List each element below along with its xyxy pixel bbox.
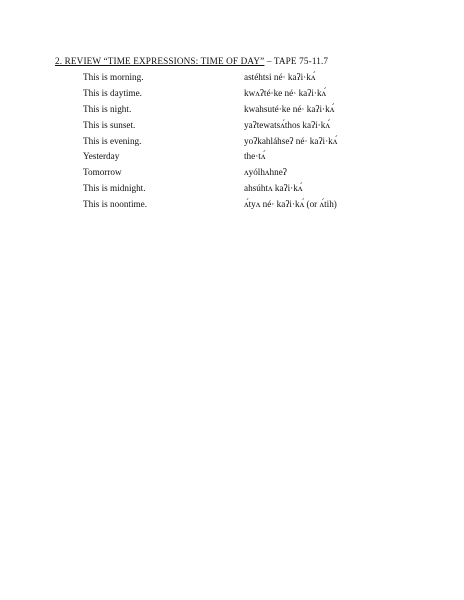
mohawk-phrase: ahsúhtʌ kaʔi·kʌ́: [244, 183, 303, 194]
english-phrase: Tomorrow: [83, 167, 122, 178]
english-phrase: This is daytime.: [83, 87, 142, 98]
english-phrase: This is morning.: [83, 72, 144, 82]
section-title: [55, 56, 328, 66]
mohawk-phrase: yoʔkahláhseʔ né· kaʔi·kʌ́: [244, 135, 338, 146]
english-phrase: This is noontime.: [83, 199, 148, 210]
list-item: [0, 199, 464, 215]
mohawk-phrase: yaʔtewatsʌ́thos kaʔi·kʌ́: [244, 119, 330, 130]
list-item: [0, 136, 464, 152]
mohawk-phrase: ʌyólhʌhneʔ: [244, 167, 287, 178]
mohawk-phrase: ʌ́tyʌ né· kaʔi·kʌ́ (or ʌ́tih): [244, 199, 337, 210]
mohawk-phrase: kwʌʔté·ke né· kaʔi·kʌ́: [244, 87, 327, 98]
list-item: [0, 183, 464, 199]
list-item: [0, 151, 464, 167]
mohawk-phrase: kwahsuté·ke né· kaʔi·kʌ́: [244, 103, 335, 114]
list-item: [0, 72, 464, 88]
list-item: [0, 167, 464, 183]
english-phrase: This is midnight.: [83, 183, 146, 194]
list-item: [0, 120, 464, 136]
english-phrase: This is sunset.: [83, 119, 136, 130]
english-phrase: Yesterday: [83, 151, 120, 162]
english-phrase: This is evening.: [83, 135, 142, 146]
list-item: [0, 88, 464, 104]
mohawk-phrase: the·tʌ́: [244, 151, 266, 162]
section-title-tape: – TAPE 75-11.7: [264, 56, 329, 66]
english-phrase: This is night.: [83, 103, 132, 114]
expression-list: [0, 72, 464, 215]
mohawk-phrase: astéhtsi né· kaʔi·kʌ́: [244, 72, 316, 82]
section-title-underlined: 2. REVIEW “TIME EXPRESSIONS: TIME OF DAY”: [55, 56, 265, 66]
list-item: [0, 104, 464, 120]
